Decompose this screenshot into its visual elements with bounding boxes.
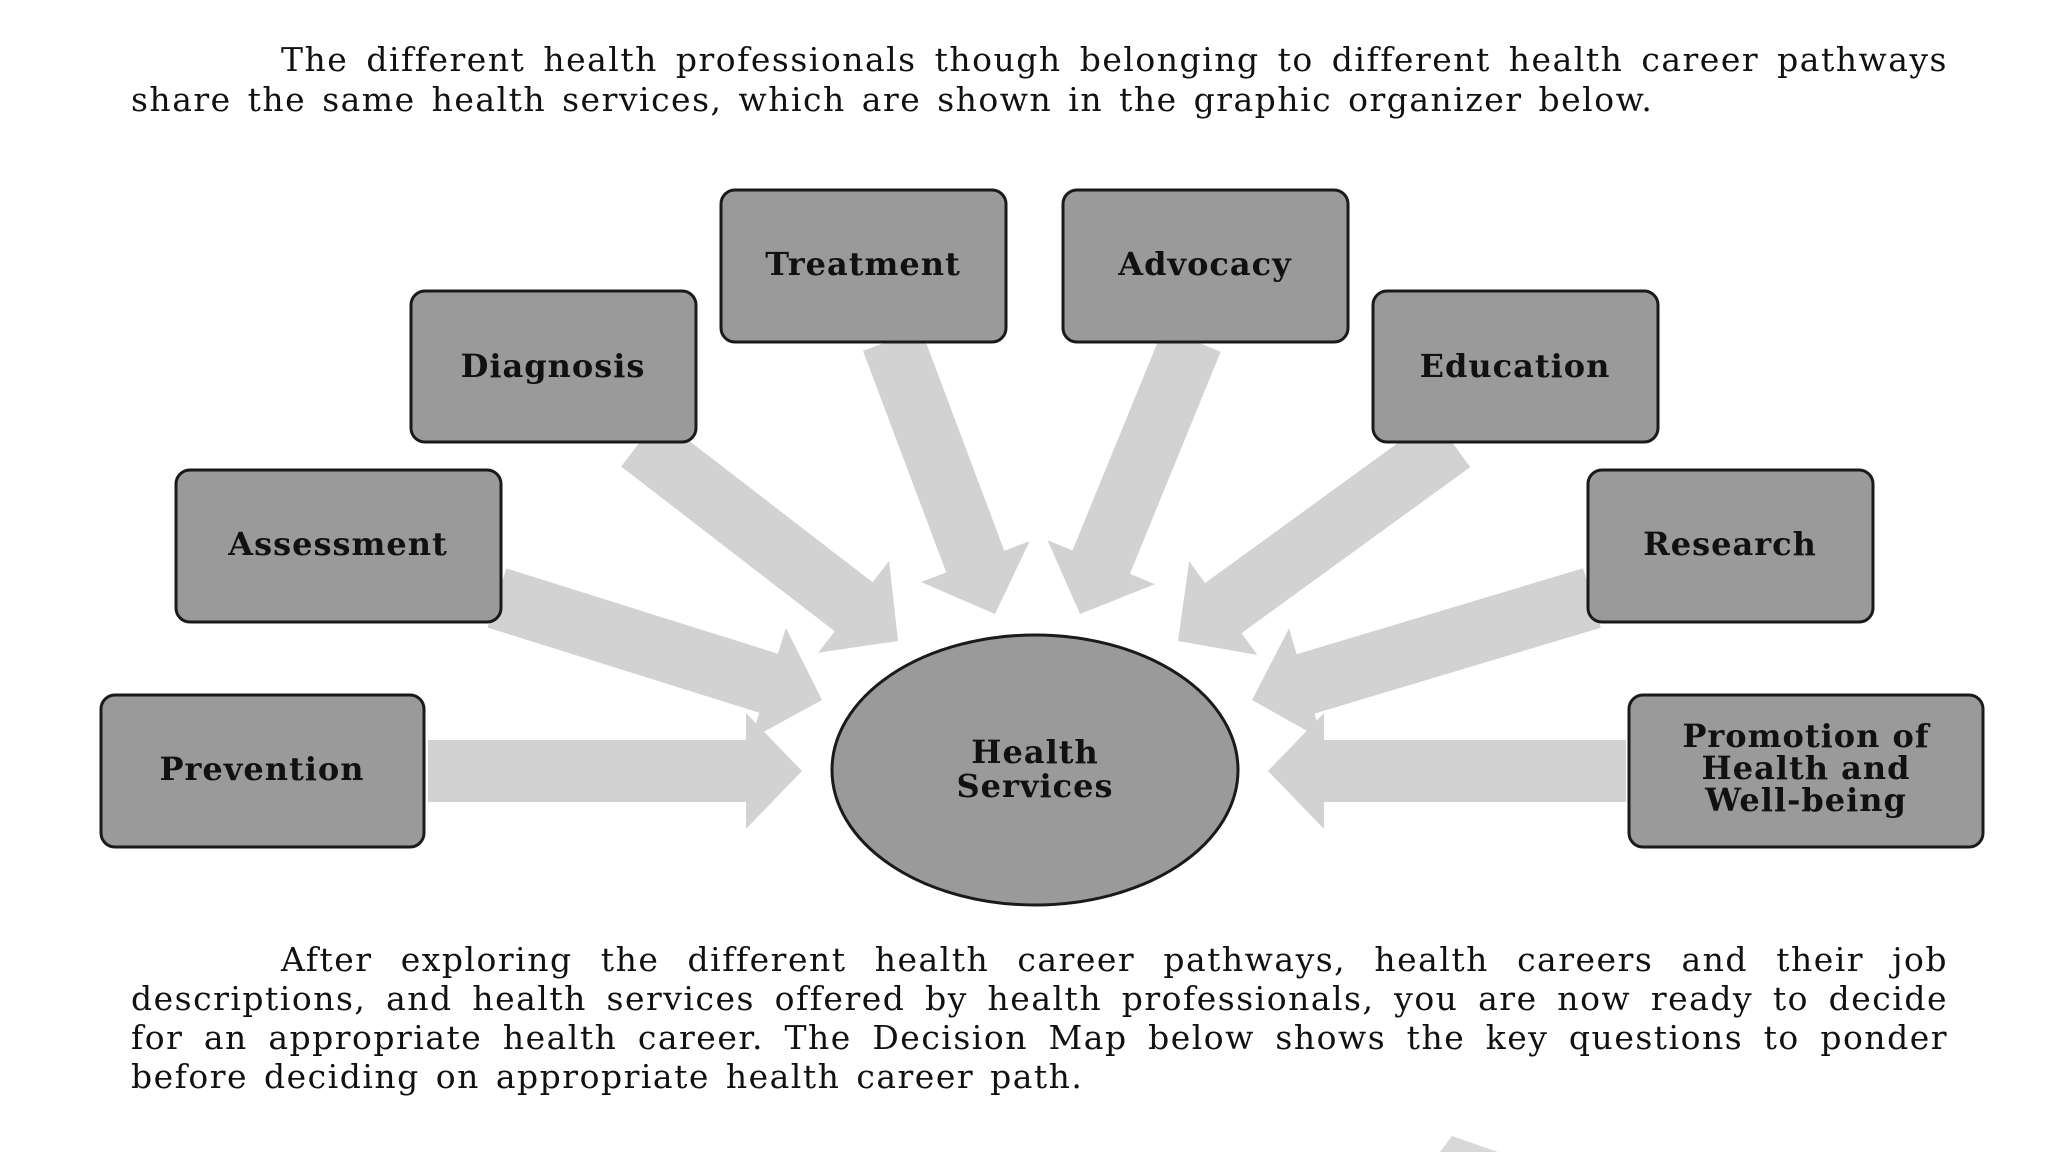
prevention-label: Prevention [159, 750, 365, 788]
health-services-hub [832, 635, 1238, 905]
research-arrow-shape [1252, 568, 1601, 739]
assessment-box [176, 470, 501, 622]
next-figure-arrow-fragment [1440, 1136, 1498, 1152]
treatment-box [721, 190, 1006, 342]
diagnosis-box [411, 291, 696, 442]
intro-paragraph: The different health professionals though belonging to different health career pathways share the same health services, which are shown in the graphic organizer below. [131, 40, 1948, 119]
research-box [1588, 470, 1873, 622]
research-arrow [1252, 568, 1601, 739]
advocacy-box [1063, 190, 1348, 342]
promotion-arrow [1268, 713, 1626, 829]
promotion-label-line1: Promotion of [1682, 717, 1930, 755]
promotion-label-line3: Well-being [1705, 781, 1907, 819]
hub-label-line2: Services [956, 767, 1114, 805]
treatment-label: Treatment [765, 245, 961, 283]
promotion-label-line2: Health and [1701, 749, 1911, 787]
advocacy-label: Advocacy [1118, 245, 1292, 283]
prevention-arrow [428, 713, 802, 829]
assessment-label: Assessment [228, 525, 448, 563]
prevention-arrow-shape [428, 713, 802, 829]
education-box [1373, 291, 1658, 442]
education-label: Education [1419, 347, 1611, 385]
assessment-arrow-shape [488, 568, 822, 738]
research-label: Research [1643, 525, 1817, 563]
prevention-box [101, 695, 424, 847]
assessment-arrow [488, 568, 822, 738]
promotion-box [1629, 695, 1983, 847]
promotion-arrow-shape [1268, 713, 1626, 829]
diagnosis-label: Diagnosis [460, 347, 646, 385]
hub-label-line1: Health [971, 733, 1099, 771]
diagnosis-arrow-shape [621, 418, 898, 653]
diagnosis-arrow [621, 418, 898, 653]
closing-paragraph: After exploring the different health career pathways, health careers and their job descriptions, and health services offered by health professionals, you are now ready to decide for an appropriate health career. The Decision Map below shows the key questions to ponder before deciding on appropriate health career path. [131, 940, 1948, 1096]
